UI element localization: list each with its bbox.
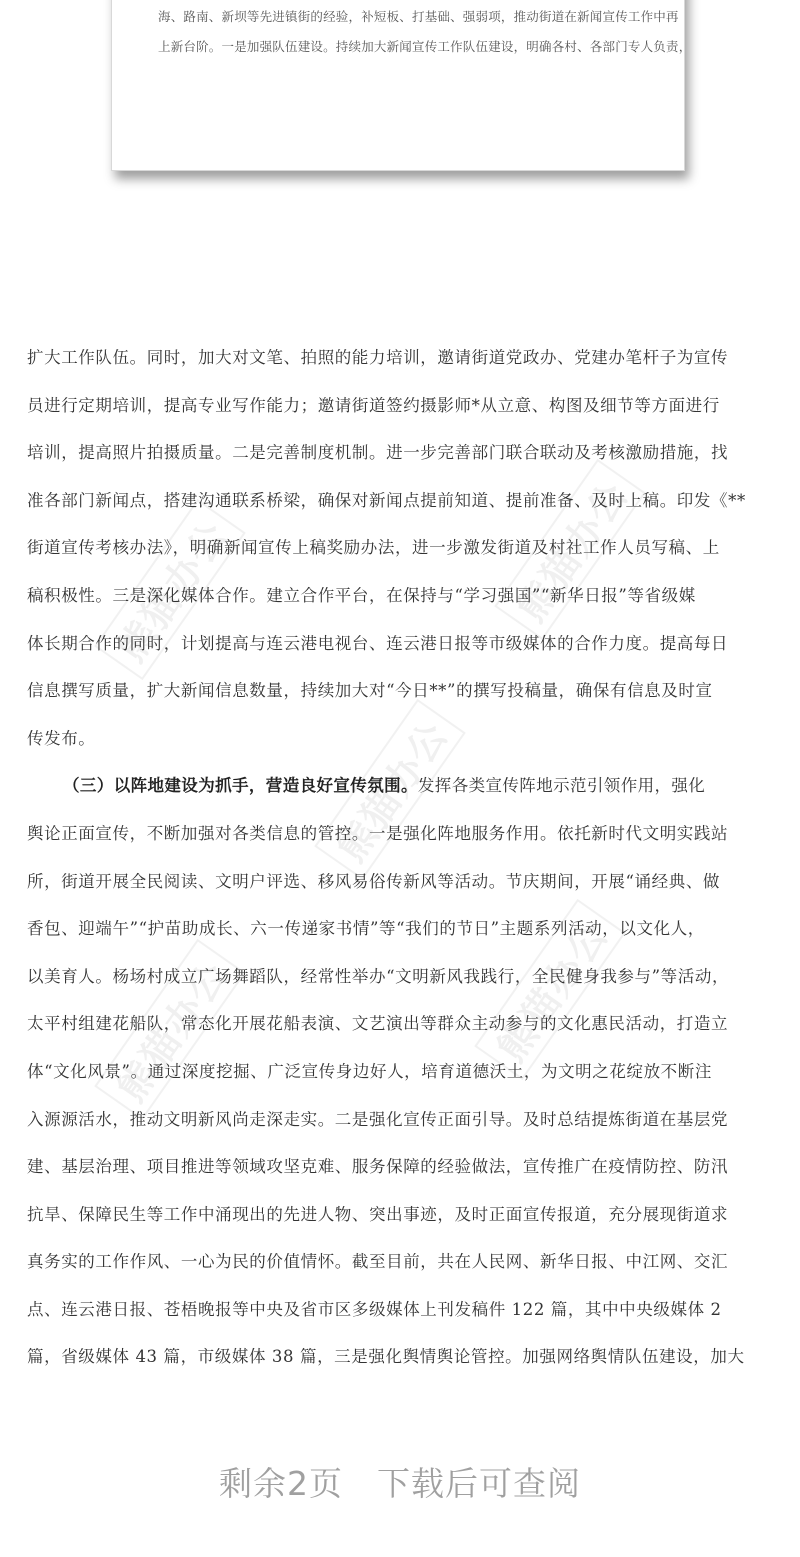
download-hint: 下载后可查阅: [377, 1464, 581, 1503]
paragraph-line: 员进行定期培训，提高专业写作能力；邀请街道签约摄影师*从立意、构图及细节等方面进行: [27, 395, 720, 415]
paragraph-line: 太平村组建花船队，常态化开展花船表演、文艺演出等群众主动参与的文化惠民活动，打造立: [27, 1014, 729, 1034]
remaining-pages-count: 剩余2页: [219, 1464, 343, 1503]
paragraph-line: 体长期合作的同时，计划提高与连云港电视台、连云港日报等市级媒体的合作力度。提高每日: [27, 633, 729, 653]
paragraph-line: 真务实的工作作风、一心为民的价值情怀。截至目前，共在人民网、新华日报、中江网、交汇: [27, 1252, 729, 1272]
paragraph-line: 扩大工作队伍。同时，加大对文笔、拍照的能力培训，邀请街道党政办、党建办笔杆子为宣传: [27, 348, 729, 367]
paragraph-line: 以美育人。杨场村成立广场舞蹈队，经常性举办“文明新风我践行，全民健身我参与”等活动，: [27, 966, 730, 986]
document-body: [27, 340, 775, 1387]
paragraph-line: 稿积极性。三是深化媒体合作。建立合作平台，在保持与“学习强国”“新华日报”等省级媒: [27, 585, 696, 605]
paragraph-line: 准各部门新闻点，搭建沟通联系桥梁，确保对新闻点提前知道、提前准备、及时上稿。印发《**: [27, 490, 746, 510]
paragraph-line: 体“文化风景”。通过深度挖掘、广泛宣传身边好人，培育道德沃土，为文明之花绽放不断注: [27, 1061, 712, 1081]
remaining-pages-notice[interactable]: [0, 1458, 800, 1505]
watermark: 熊猫办公: [494, 459, 646, 640]
watermark: 熊猫办公: [474, 899, 626, 1080]
paragraph-line: 香包、迎端午”“护苗助成长、六一传递家书情”等“我们的节日”主题系列活动，以文化人，: [27, 919, 705, 939]
watermark: 熊猫办公: [314, 699, 466, 880]
paragraph-line: 舆论正面宣传，不断加强对各类信息的管控。一是强化阵地服务作用。依托新时代文明实践站: [27, 823, 729, 843]
paragraph-line: 所，街道开展全民阅读、文明户评选、移风易俗传新风等活动。节庆期间，开展“诵经典、做: [27, 871, 721, 891]
section-3-heading: （三）以阵地建设为抓手，营造良好宣传氛围。: [63, 776, 418, 796]
preview-line: 海、路南、新坝等先进镇街的经验，补短板、打基础、强弱项，推动街道在新闻宣传工作中再: [158, 9, 679, 24]
paragraph-line: 建、基层治理、项目推进等领域攻坚克难、服务保障的经验做法，宣传推广在疫情防控、防汛: [27, 1157, 729, 1177]
preview-page-card: [111, 0, 692, 171]
watermark: 熊猫办公: [94, 499, 246, 680]
section-3-first-line: [27, 768, 775, 816]
watermark: 熊猫办公: [94, 939, 246, 1120]
paragraph-line: 入源源活水，推动文明新风尚走深走实。二是强化宣传正面引导。及时总结提炼街道在基层党: [27, 1109, 729, 1129]
paragraph-line: 街道宣传考核办法》，明确新闻宣传上稿奖励办法，进一步激发街道及村社工作人员写稿、上: [27, 538, 720, 558]
paragraph-line: 信息撰写质量，扩大新闻信息数量，持续加大对“今日**”的撰写投稿量，确保有信息及时宣: [27, 681, 713, 701]
paragraph-line: 培训，提高照片拍摄质量。二是完善制度机制。进一步完善部门联合联动及考核激励措施，找: [27, 443, 729, 463]
paragraph-text: 发挥各类宣传阵地示范引领作用，强化: [417, 776, 706, 796]
paragraph-line: 点、连云港日报、苍梧晚报等中央及省市区多级媒体上刊发稿件 122 篇，其中中央级媒体 2: [27, 1299, 722, 1319]
paragraph-line: 传发布。: [27, 728, 96, 748]
paragraph-line: 抗旱、保障民生等工作中涌现出的先进人物、突出事迹，及时正面宣传报道，充分展现街道求: [27, 1204, 729, 1224]
preview-line: 上新台阶。一是加强队伍建设。持续加大新闻宣传工作队伍建设，明确各村、各部门专人负责，: [158, 39, 692, 54]
paragraph-line: 篇，省级媒体 43 篇，市级媒体 38 篇，三是强化舆情舆论管控。加强网络舆情队伍建设，加大: [27, 1347, 745, 1367]
